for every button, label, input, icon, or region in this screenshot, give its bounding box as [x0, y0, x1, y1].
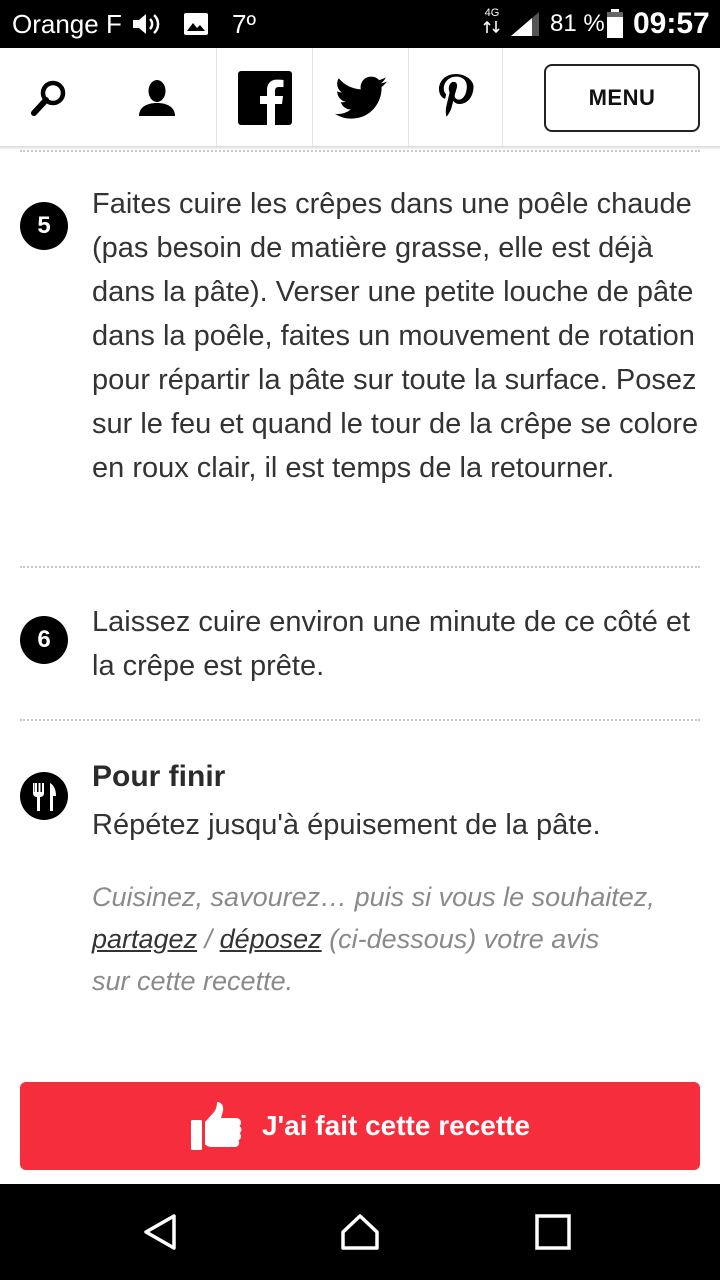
carrier-name: Orange F [12, 9, 122, 39]
account-button[interactable] [98, 48, 216, 148]
status-bar [0, 0, 720, 48]
menu-button[interactable]: MENU [544, 64, 700, 132]
network-arrows-icon [480, 7, 504, 41]
note-separator: / [197, 924, 220, 954]
thumbs-up-icon [190, 1100, 246, 1152]
signal-icon [509, 10, 541, 38]
cutlery-icon [20, 772, 68, 820]
network-type: 4G [484, 7, 500, 19]
note-end: sur cette recette. [92, 966, 294, 996]
clock: 09:57 [633, 7, 710, 40]
nav-separator [502, 48, 503, 148]
search-button[interactable] [0, 48, 98, 148]
note-intro: Cuisinez, savourez… puis si vous le souhaitez, [92, 882, 655, 912]
back-icon[interactable] [140, 1212, 180, 1252]
data-arrows-icon [481, 19, 503, 35]
divider [20, 150, 700, 152]
facebook-share-button[interactable] [217, 48, 312, 148]
made-recipe-label: J'ai fait cette recette [261, 1110, 531, 1141]
step-text: Faites cuire les crêpes dans une poêle chaude (pas besoin de matière grasse, elle est déjà dans la pâte). Verser une petite louche de pâte dans la poêle, faites un mouvement de rotation pour répartir la pâte sur toute la surface. Posez sur le feu et quand le tour de la crêpe se colore en roux clair, il est temps de la retourner. [92, 188, 699, 484]
finish-text: Répétez jusqu'à épuisement de la pâte. [92, 809, 601, 841]
temperature: 7º [232, 9, 256, 39]
fork-knife-glyph [20, 772, 68, 820]
note-after-links: (ci-dessous) votre avis [321, 924, 600, 954]
home-icon[interactable] [340, 1212, 380, 1252]
made-recipe-button[interactable] [20, 1082, 700, 1170]
twitter-share-button[interactable] [313, 48, 408, 148]
system-navigation-bar [0, 1184, 720, 1280]
top-navigation [0, 48, 720, 148]
pinterest-share-button[interactable] [409, 48, 502, 148]
divider [20, 566, 700, 568]
image-icon [183, 12, 209, 36]
pinterest-icon [435, 71, 477, 125]
facebook-icon [238, 71, 292, 125]
step-text: Laissez cuire environ une minute de ce côté et la crêpe est prête. [92, 606, 691, 682]
twitter-icon [335, 76, 387, 120]
share-note [92, 876, 692, 1002]
search-icon [29, 78, 69, 118]
volume-icon [131, 11, 161, 37]
battery-percent: 81 % [550, 10, 605, 37]
user-icon [137, 78, 177, 118]
share-link[interactable]: partagez [92, 924, 198, 954]
recents-icon[interactable] [533, 1212, 573, 1252]
divider [20, 719, 700, 721]
battery-icon [606, 9, 624, 39]
step-number-badge: 6 [20, 616, 68, 664]
finish-title: Pour finir [92, 760, 226, 793]
step-number-badge: 5 [20, 202, 68, 250]
review-link[interactable]: déposez [219, 924, 322, 954]
